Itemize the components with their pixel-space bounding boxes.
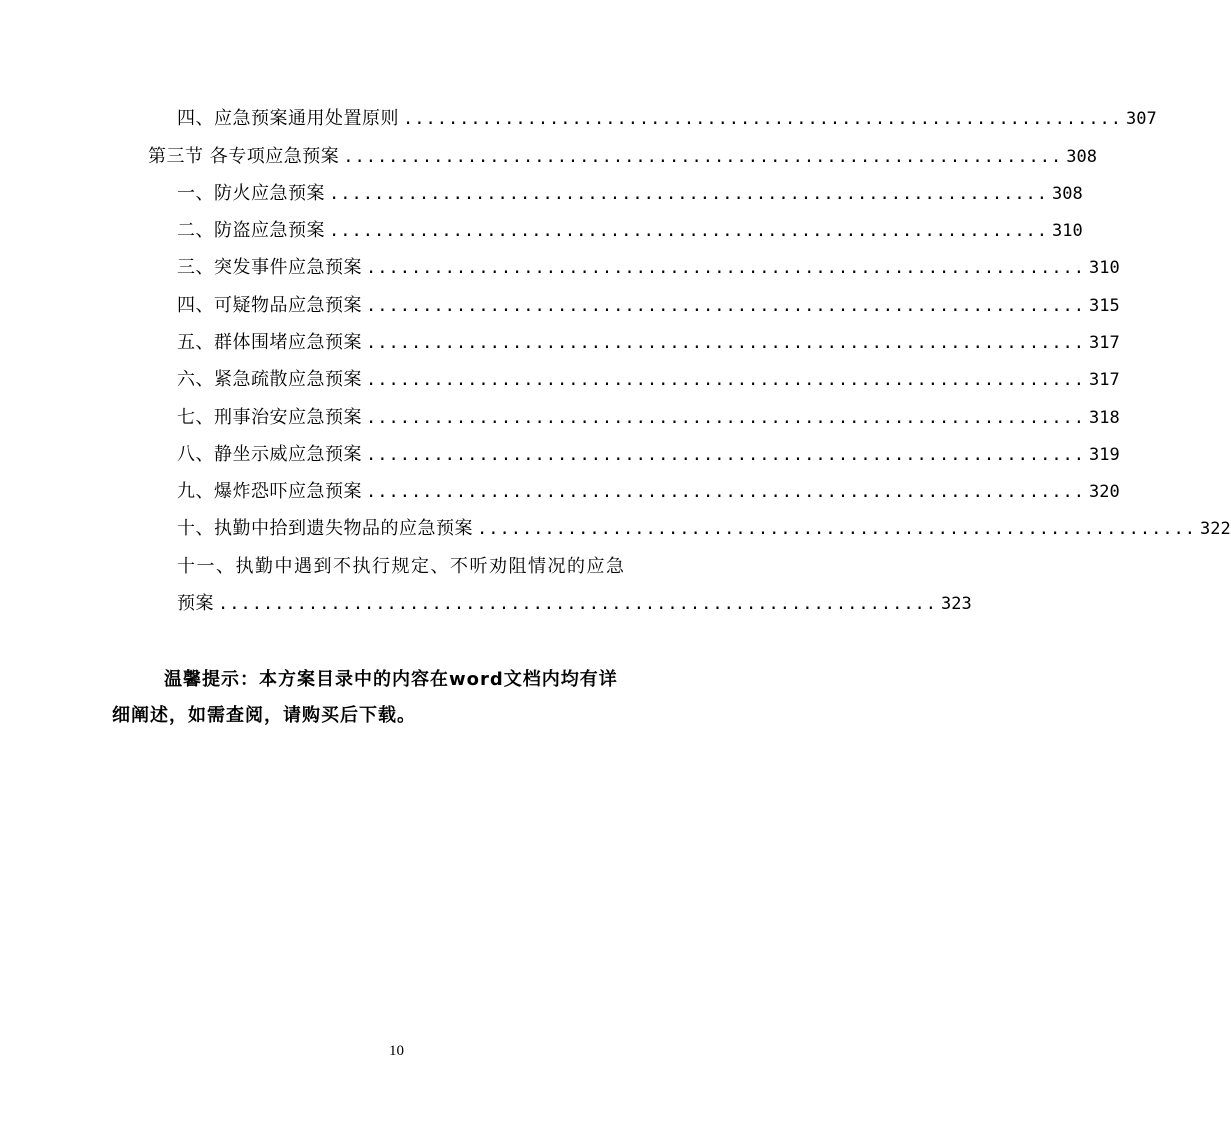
toc-dot-leader: ................................................................ bbox=[477, 519, 1197, 539]
toc-entry[interactable] bbox=[177, 441, 1120, 469]
toc-dot-leader: ................................................................ bbox=[366, 370, 1086, 390]
toc-entry-page: 308 bbox=[1066, 147, 1097, 167]
toc-entry-page: 310 bbox=[1089, 258, 1120, 278]
toc-dot-leader: ................................................................ bbox=[366, 482, 1086, 502]
toc-entry-title: 三、突发事件应急预案 bbox=[177, 257, 362, 278]
toc-entry[interactable] bbox=[177, 217, 1083, 245]
toc-entry-title: 九、爆炸恐吓应急预案 bbox=[177, 481, 362, 502]
toc-entry-page: 317 bbox=[1089, 370, 1120, 390]
page-number: 10 bbox=[389, 1043, 404, 1059]
toc-entry[interactable] bbox=[177, 105, 1157, 133]
toc-dot-leader: ................................................................ bbox=[329, 184, 1049, 204]
toc-entry-title: 十、执勤中拾到遗失物品的应急预案 bbox=[177, 518, 473, 539]
toc-dot-leader: ................................................................ bbox=[343, 147, 1063, 167]
toc-entry[interactable] bbox=[177, 590, 972, 618]
toc-dot-leader: ................................................................ bbox=[366, 445, 1086, 465]
toc-entry[interactable] bbox=[177, 329, 1120, 357]
toc-entry[interactable] bbox=[177, 180, 1083, 208]
toc-entry-page: 307 bbox=[1126, 109, 1157, 129]
toc-dot-leader: ................................................................ bbox=[329, 221, 1049, 241]
toc-dot-leader: ................................................................ bbox=[366, 258, 1086, 278]
toc-entry-title: 四、可疑物品应急预案 bbox=[177, 295, 362, 316]
toc-entry-title: 五、群体围堵应急预案 bbox=[177, 332, 362, 353]
toc-dot-leader: ................................................................ bbox=[403, 109, 1123, 129]
toc-entry[interactable] bbox=[177, 404, 1120, 432]
toc-entry-page: 318 bbox=[1089, 408, 1120, 428]
toc-entry-page: 322 bbox=[1200, 519, 1231, 539]
toc-entry[interactable] bbox=[177, 292, 1120, 320]
toc-entry-title-line2: 预案 bbox=[177, 593, 214, 614]
toc-entry-page: 319 bbox=[1089, 445, 1120, 465]
toc-dot-leader: ................................................................ bbox=[218, 594, 938, 614]
toc-entry-page: 323 bbox=[941, 594, 972, 614]
toc-entry-page: 310 bbox=[1052, 221, 1083, 241]
toc-entry-title: 七、刑事治安应急预案 bbox=[177, 407, 362, 428]
toc-entry-title: 一、防火应急预案 bbox=[177, 183, 325, 204]
toc-entry-page: 308 bbox=[1052, 184, 1083, 204]
notice-line-2: 细阐述，如需查阅，请购买后下载。 bbox=[112, 705, 416, 726]
toc-entry[interactable] bbox=[177, 478, 1120, 506]
toc-entry-page: 315 bbox=[1089, 296, 1120, 316]
toc-entry-title: 六、紧急疏散应急预案 bbox=[177, 369, 362, 390]
notice-line-1: 温馨提示：本方案目录中的内容在word文档内均有详 bbox=[164, 669, 618, 690]
toc-entry[interactable] bbox=[148, 143, 1097, 171]
toc-entry-page: 317 bbox=[1089, 333, 1120, 353]
toc-entry-title: 二、防盗应急预案 bbox=[177, 220, 325, 241]
toc-entry[interactable] bbox=[177, 254, 1120, 282]
toc-entry-title: 八、静坐示威应急预案 bbox=[177, 444, 362, 465]
toc-dot-leader: ................................................................ bbox=[366, 333, 1086, 353]
toc-entry[interactable] bbox=[177, 366, 1120, 394]
toc-entry-page: 320 bbox=[1089, 482, 1120, 502]
toc-dot-leader: ................................................................ bbox=[366, 296, 1086, 316]
toc-dot-leader: ................................................................ bbox=[366, 408, 1086, 428]
download-notice bbox=[112, 662, 677, 734]
toc-entry-title: 第三节 各专项应急预案 bbox=[148, 146, 340, 167]
toc-entry-title-line1[interactable]: 十一、执勤中遇到不执行规定、不听劝阻情况的应急 bbox=[177, 556, 626, 577]
toc-entry[interactable] bbox=[177, 515, 1231, 543]
toc-entry-title: 四、应急预案通用处置原则 bbox=[177, 108, 399, 129]
